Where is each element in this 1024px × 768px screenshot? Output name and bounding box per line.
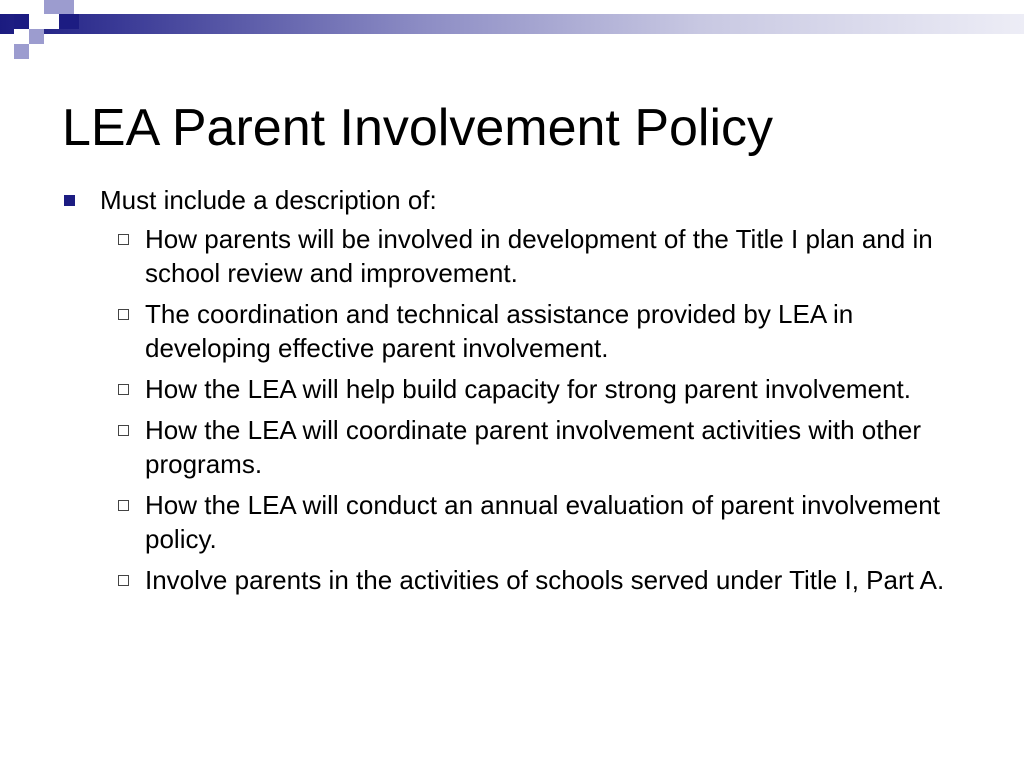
hollow-square-bullet-icon (118, 384, 129, 395)
hollow-square-bullet-icon (118, 309, 129, 320)
slide-body (62, 182, 982, 604)
sub-bullet-text: How the LEA will help build capacity for strong parent involvement. (145, 374, 911, 404)
decorative-square-white (44, 14, 59, 29)
hollow-square-bullet-icon (118, 425, 129, 436)
sub-bullet-item (62, 413, 982, 481)
slide-title: LEA Parent Involvement Policy (62, 99, 774, 157)
decorative-square-white (14, 29, 29, 44)
sub-bullet-item (62, 297, 982, 365)
sub-bullet-item (62, 372, 982, 406)
sub-bullet-text: Involve parents in the activities of schools served under Title I, Part A. (145, 565, 945, 595)
sub-bullet-text: How the LEA will conduct an annual evaluation of parent involvement policy. (145, 490, 940, 554)
decorative-square-light (29, 29, 44, 44)
decorative-square-dark (14, 14, 29, 29)
sub-bullet-item (62, 222, 982, 290)
sub-bullet-text: The coordination and technical assistance provided by LEA in developing effective parent involvement. (145, 299, 854, 363)
square-bullet-icon (64, 195, 75, 206)
sub-bullet-item (62, 488, 982, 556)
hollow-square-bullet-icon (118, 500, 129, 511)
sub-bullet-text: How the LEA will coordinate parent involvement activities with other programs. (145, 415, 922, 479)
sub-bullet-text: How parents will be involved in development of the Title I plan and in school review and improvement. (145, 224, 933, 288)
header-decorative-band (0, 14, 1024, 34)
hollow-square-bullet-icon (118, 575, 129, 586)
decorative-square-white (29, 14, 44, 29)
bullet-item (62, 182, 982, 218)
decorative-square-light (44, 0, 59, 15)
bullet-text: Must include a description of: (100, 185, 437, 215)
decorative-square-light (59, 0, 74, 15)
sub-bullet-list (62, 222, 982, 597)
hollow-square-bullet-icon (118, 234, 129, 245)
decorative-square-dark (59, 14, 79, 29)
sub-bullet-item (62, 563, 982, 597)
decorative-square-light (14, 44, 29, 59)
